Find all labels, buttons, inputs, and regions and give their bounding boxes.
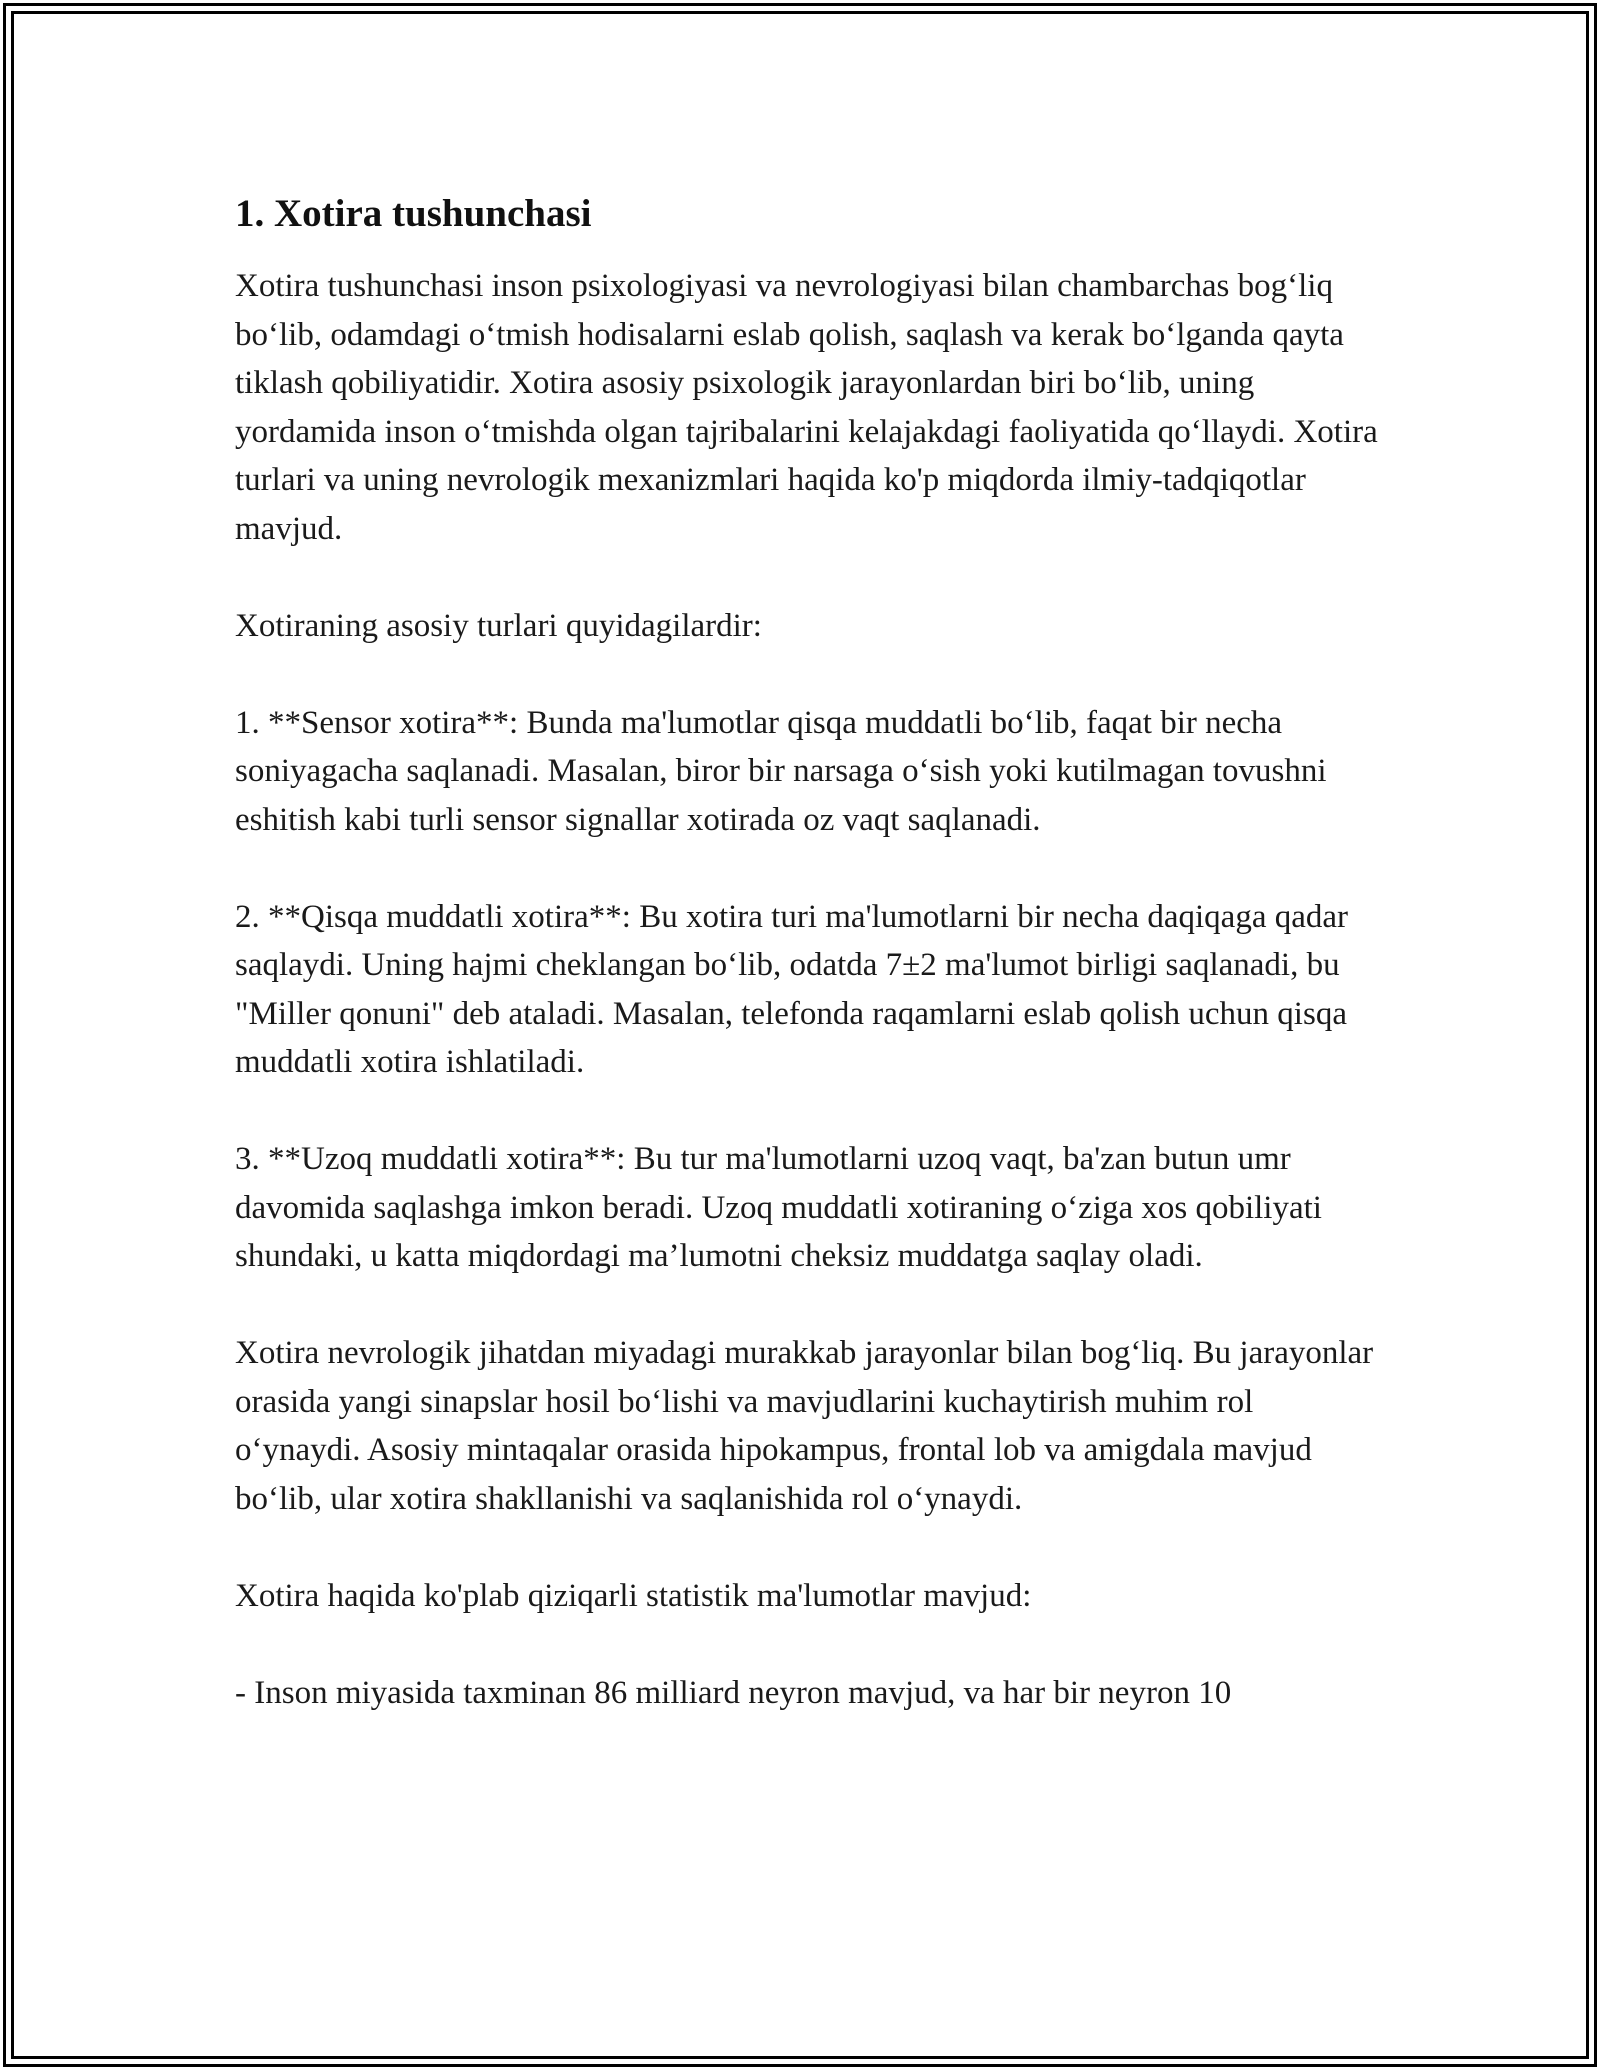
paragraph-statistics-item: - Inson miyasida taxminan 86 milliard neyron mavjud, va har bir neyron 10 bbox=[235, 1674, 1232, 1711]
paragraph-sensor-memory: 1. **Sensor xotira**: Bunda ma'lumotlar qisqa muddatli bo‘lib, faqat bir necha soniyagacha saqlanadi. Masalan, biror bir narsaga o‘sish yoki kutilmagan tovushni eshitish kabi turli sensor signallar xotirada oz vaqt saqlanadi. bbox=[235, 704, 1327, 838]
paragraph-long-term-memory: 3. **Uzoq muddatli xotira**: Bu tur ma'lumotlarni uzoq vaqt, ba'zan butun umr davomida saqlashga imkon beradi. Uzoq muddatli xotiraning o‘ziga xos qobiliyati shundaki, u katta miqdordagi ma’lumotni cheksiz muddatga saqlay oladi. bbox=[235, 1141, 1322, 1274]
paragraph-neurology: Xotira nevrologik jihatdan miyadagi murakkab jarayonlar bilan bog‘liq. Bu jarayonlar orasida yangi sinapslar hosil bo‘lishi va mavjudlarini kuchaytirish muhim rol o‘ynaydi. Asosiy mintaqalar orasida hipokampus, frontal lob va amigdala mavjud bo‘lib, ular xotira shakllanishi va saqlanishida rol o‘ynaydi. bbox=[235, 1335, 1374, 1517]
paragraph-short-term-memory: 2. **Qisqa muddatli xotira**: Bu xotira turi ma'lumotlarni bir necha daqiqaga qadar saqlaydi. Uning hajmi cheklangan bo‘lib, odatda 7±2 ma'lumot birligi saqlanadi, bu "Miller qonuni" deb ataladi. Masalan, telefonda raqamlarni eslab qolish uchun qisqa muddatli xotira ishlatiladi. bbox=[235, 898, 1348, 1080]
paragraph-statistics-intro: Xotira haqida ko'plab qiziqarli statistik ma'lumotlar mavjud: bbox=[235, 1577, 1032, 1614]
paragraph-types-intro: Xotiraning asosiy turlari quyidagilardir: bbox=[235, 607, 762, 644]
paragraph-intro: Xotira tushunchasi inson psixologiyasi va nevrologiyasi bilan chambarchas bog‘liq bo‘lib, odamdagi o‘tmish hodisalarni eslab qolish, saqlash va kerak bo‘lganda qayta tiklash qobiliyatidir. Xotira asosiy psixologik jarayonlardan biri bo‘lib, uning yordamida inson o‘tmishda olgan tajribalarini kelajakdagi faoliyatida qo‘llaydi. Xotira turlari va uning nevrologik mexanizmlari haqida ko'p miqdorda ilmiy-tadqiqotlar mavjud. bbox=[235, 268, 1378, 547]
document-body bbox=[235, 186, 1385, 1766]
section-heading: 1. Xotira tushunchasi bbox=[235, 192, 592, 235]
